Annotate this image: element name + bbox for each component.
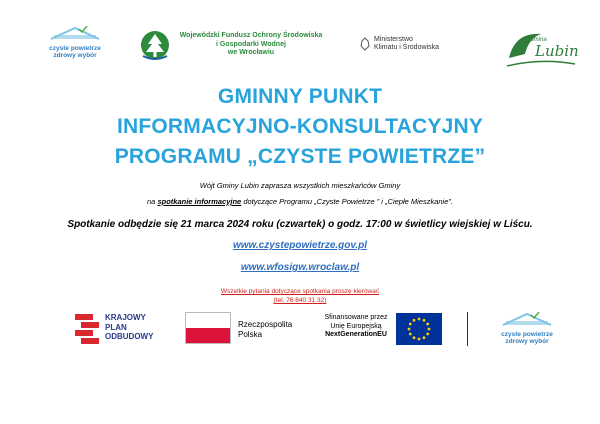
rp-line1: Rzeczpospolita bbox=[238, 320, 293, 329]
contact-phone: (tel. 76 840 31 32) bbox=[273, 297, 327, 304]
wfos-line3: we Wrocławiu bbox=[227, 49, 275, 56]
kpo-line2: PLAN bbox=[105, 322, 127, 332]
link-czystepowietrze[interactable]: www.czystepowietrze.gov.pl bbox=[232, 240, 368, 251]
czyste-powietrze-logo-bottom bbox=[492, 312, 562, 345]
zdrowy-wybor-text: zdrowy wybór bbox=[53, 52, 97, 59]
ng-line3: NextGenerationEU bbox=[325, 331, 387, 338]
kpo-stripes-icon bbox=[75, 314, 99, 346]
czyste-powietrze-text: czyste powietrze bbox=[501, 331, 553, 338]
title-line-3: PROGRAMU „CZYSTE POWIETRZE” bbox=[114, 145, 486, 168]
title-line-2: INFORMACYJNO-KONSULTACYJNY bbox=[116, 115, 484, 138]
ministry-logo bbox=[360, 36, 470, 58]
lubin-big-text: Lubin bbox=[535, 42, 579, 60]
eu-flag-icon bbox=[396, 313, 442, 345]
title-line-1: GMINNY PUNKT bbox=[217, 85, 383, 108]
gmina-lubin-logo bbox=[505, 28, 577, 70]
wfos-line1: Wojewódzki Fundusz Ochrony Środowiska bbox=[179, 32, 323, 39]
ministry-line2: Klimatu i Środowiska bbox=[374, 44, 439, 51]
rp-line2: Polska bbox=[238, 330, 263, 339]
wfos-logo bbox=[140, 30, 330, 70]
spotkanie-line bbox=[0, 197, 600, 206]
eagle-emblem-icon bbox=[360, 37, 370, 51]
link-wfosigw[interactable]: www.wfosigw.wroclaw.pl bbox=[240, 262, 360, 273]
meeting-details: Spotkanie odbędzie się 21 marca 2024 roku (czwartek) o godz. 17:00 w świetlicy wiejskiej w Liścu. bbox=[67, 219, 533, 230]
polish-flag-icon bbox=[185, 312, 231, 344]
divider bbox=[467, 312, 468, 346]
ministry-line1: Ministerstwo bbox=[374, 36, 413, 43]
spotkanie-suffix: dotyczące Programu „Czyste Powietrze ” i „Ciepłe Mieszkanie”. bbox=[241, 197, 453, 206]
ng-line1: Sfinansowane przez bbox=[324, 314, 388, 321]
kpo-logo bbox=[75, 312, 175, 348]
wfos-line2: i Gospodarki Wodnej bbox=[216, 40, 286, 48]
spotkanie-underlined: spotkanie informacyjne bbox=[157, 197, 242, 206]
contact-block bbox=[0, 287, 600, 305]
tree-icon bbox=[140, 30, 170, 64]
spotkanie-prefix: na bbox=[147, 197, 158, 206]
house-roof-icon bbox=[497, 312, 557, 326]
ng-line2: Unię Europejską bbox=[330, 322, 382, 330]
gmina-small-text: Gmina bbox=[529, 37, 547, 43]
czyste-powietrze-logo-top bbox=[40, 26, 110, 59]
rp-logo bbox=[185, 312, 295, 348]
kpo-line3: ODBUDOWY bbox=[105, 332, 154, 341]
contact-line1: Wszelkie pytania dotyczące spotkania proszę kierować bbox=[220, 288, 380, 295]
invite-text: Wójt Gminy Lubin zaprasza wszystkich mieszkańców Gminy bbox=[199, 181, 401, 190]
kpo-line1: KRAJOWY bbox=[105, 313, 146, 322]
zdrowy-wybor-text: zdrowy wybór bbox=[505, 338, 549, 345]
eu-funding-logo bbox=[320, 312, 470, 348]
house-roof-icon bbox=[45, 26, 105, 40]
czyste-powietrze-text: czyste powietrze bbox=[49, 45, 101, 52]
